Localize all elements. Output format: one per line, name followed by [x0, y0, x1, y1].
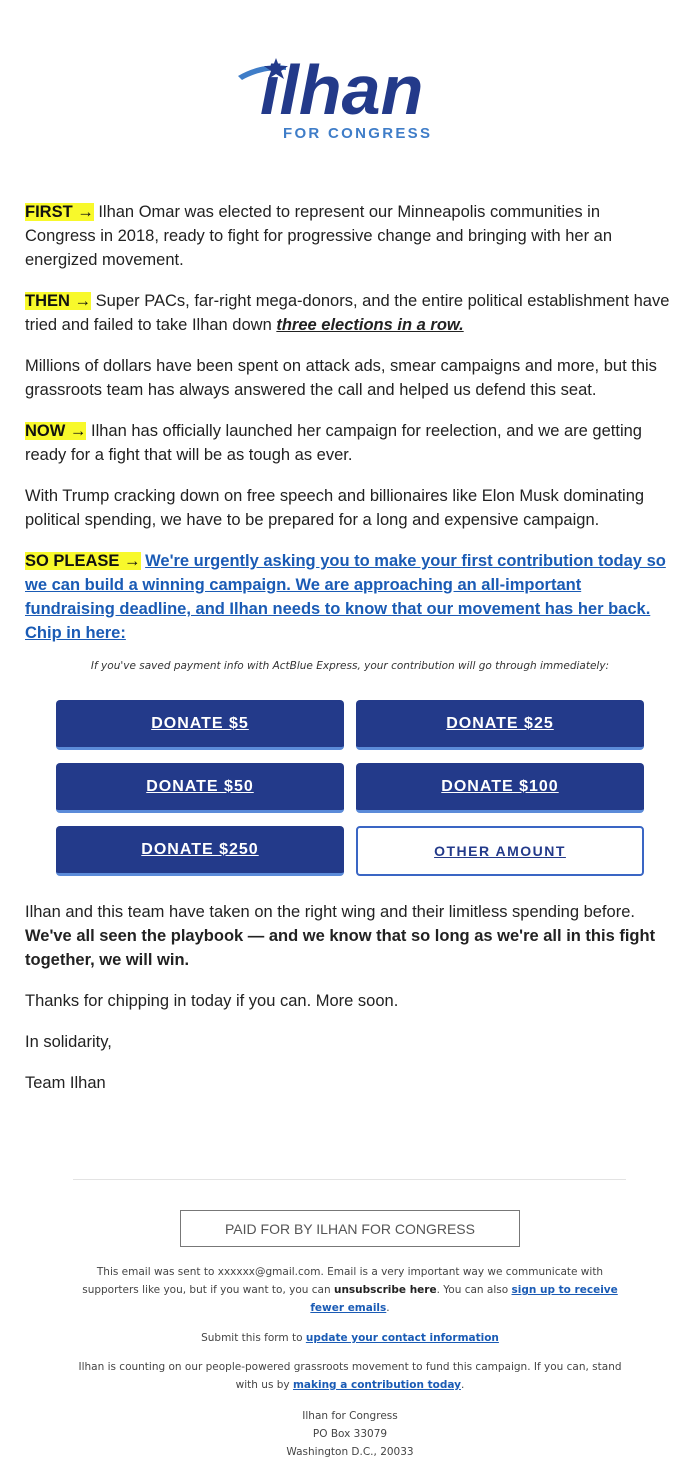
unsubscribe-link[interactable]: unsubscribe here: [333, 1284, 437, 1296]
logo-tagline: FOR CONGRESS: [283, 125, 433, 142]
update-contact-link[interactable]: update your contact information: [305, 1332, 499, 1344]
donate-25-button[interactable]: DONATE $25: [356, 700, 644, 750]
footer-update-notice: [75, 1329, 625, 1347]
chip-in-link[interactable]: We're urgently asking you to make your first contribution today so we can build a winning campaign. We are approaching an all-important fundraising deadline, and Ilhan needs to know that our movement has her back. Chip in here:: [25, 552, 666, 642]
playbook-bold: We've all seen the playbook — and we know that so long as we're all in this fight together, we will win.: [25, 927, 656, 969]
logo-wordmark: ilhan: [260, 51, 424, 129]
signoff: In solidarity,: [25, 1033, 112, 1051]
footer-funding-notice: [75, 1358, 625, 1394]
paragraph-playbook: [25, 900, 680, 972]
actblue-express-note: If you've saved payment info with ActBlue Express, your contribution will go through immediately:: [90, 660, 610, 672]
first-label: FIRST →: [25, 203, 94, 221]
now-label: NOW →: [25, 422, 87, 440]
paragraph-millions: Millions of dollars have been spent on attack ads, smear campaigns and more, but this grassroots team has always answered the call and helped us defend this seat.: [25, 357, 657, 399]
footer-address: [75, 1407, 625, 1461]
address-line: Ilhan for Congress: [302, 1410, 398, 1422]
footer-sent-a: This email was sent to: [96, 1266, 218, 1278]
donate-250-button[interactable]: DONATE $250: [56, 826, 344, 876]
footer-sent-c: . You can also: [436, 1284, 512, 1296]
please-label: SO PLEASE →: [25, 552, 141, 570]
paragraph-trump: With Trump cracking down on free speech and billionaires like Elon Musk dominating political spending, we have to be prepared for a long and expensive campaign.: [25, 487, 645, 529]
now-text: Ilhan has officially launched her campaign for reelection, and we are getting ready for a fight that will be as tough as ever.: [25, 422, 642, 464]
footer-email-notice: [75, 1263, 625, 1317]
closing-section: [25, 900, 680, 1112]
paragraph-thanks: Thanks for chipping in today if you can. More soon.: [25, 992, 399, 1010]
paid-for-disclaimer: PAID FOR BY ILHAN FOR CONGRESS: [180, 1210, 520, 1247]
campaign-logo: [0, 44, 700, 144]
then-label: THEN →: [25, 292, 91, 310]
footer-submit-a: Submit this form to: [201, 1332, 306, 1344]
make-contribution-link[interactable]: making a contribution today: [292, 1379, 461, 1391]
signature: Team Ilhan: [25, 1074, 106, 1092]
footer-divider: [73, 1179, 626, 1180]
paragraph-first: [25, 200, 675, 272]
playbook-text: Ilhan and this team have taken on the right wing and their limitless spending before.: [25, 903, 635, 921]
footer-counting-a: Ilhan is counting on our people-powered grassroots movement to fund this campaign. If you can, stand with us by: [78, 1361, 622, 1391]
paragraph-please: [25, 549, 675, 645]
other-amount-button[interactable]: OTHER AMOUNT: [356, 826, 644, 876]
first-text: Ilhan Omar was elected to represent our Minneapolis communities in Congress in 2018, ready to fight for progressive change and bringing with her an energized movement.: [25, 203, 613, 269]
donate-100-button[interactable]: DONATE $100: [356, 763, 644, 813]
paragraph-now: [25, 419, 675, 467]
address-line: PO Box 33079: [312, 1428, 388, 1440]
donate-50-button[interactable]: DONATE $50: [56, 763, 344, 813]
fewer-emails-link[interactable]: sign up to receive fewer emails: [310, 1284, 618, 1314]
footer-email: xxxxxx@gmail.com: [217, 1266, 321, 1278]
paragraph-then: [25, 289, 675, 337]
then-emphasis: three elections in a row.: [276, 316, 464, 334]
email-body: [25, 200, 675, 662]
footer-sent-d: .: [386, 1302, 390, 1314]
address-line: Washington D.C., 20033: [286, 1446, 414, 1458]
footer-counting-b: .: [460, 1379, 465, 1391]
donate-5-button[interactable]: DONATE $5: [56, 700, 344, 750]
then-text: Super PACs, far-right mega-donors, and the entire political establishment have tried and failed to take Ilhan down: [25, 292, 670, 334]
footer-sent-b: . Email is a very important way we communicate with supporters like you, but if you want to, you can: [82, 1266, 604, 1296]
